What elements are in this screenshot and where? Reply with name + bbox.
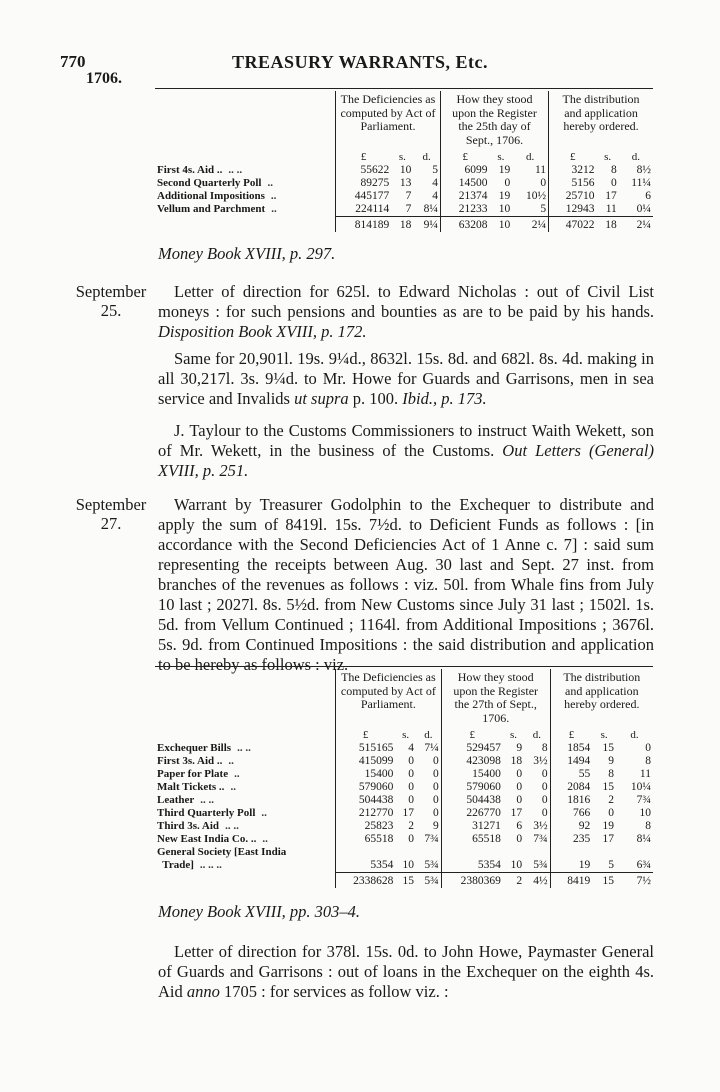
year-marker: 1706. <box>86 70 122 87</box>
deficiency-table-2 <box>155 666 653 888</box>
unit-pounds: £ <box>441 729 503 742</box>
pence-cell: 8 <box>645 755 651 767</box>
row-label-text: Exchequer Bills <box>157 742 232 754</box>
total-cell: 47022 <box>549 217 597 233</box>
row-label-text: First 3s. Aid .. <box>157 755 223 767</box>
row-label-text: New East India Co. .. <box>157 833 257 845</box>
pounds-cell: 235 <box>550 833 592 846</box>
total-row <box>155 873 653 889</box>
entry-text: Same for 20,901l. 19s. 9¼d., 8632l. 15s. 8d. and 682l. 8s. 4d. making in all 30,217l. 3s. 9¼d. to Mr. Howe for Guards and Garrisons, men in sea service and Invalids <box>158 349 654 408</box>
pence-cell: 11¼ <box>631 177 651 189</box>
total-cell: 8419 <box>550 873 592 889</box>
table1-reference: Money Book XVIII, p. 297. <box>158 244 336 263</box>
pounds-cell: 1816 <box>550 794 592 807</box>
unit-shillings: s. <box>398 151 406 163</box>
pence-cell: 0 <box>433 794 439 806</box>
pounds-cell: 1494 <box>550 755 592 768</box>
pounds-cell: 14500 <box>440 177 489 190</box>
shillings-cell: 13 <box>399 177 412 189</box>
row-label <box>155 859 336 873</box>
pence-cell: 0 <box>645 742 651 754</box>
unit-shillings: s. <box>600 729 608 741</box>
total-cell: 4½ <box>524 873 550 889</box>
shillings-cell: 9 <box>608 755 614 767</box>
shillings-cell: 19 <box>498 190 511 202</box>
pence-cell: 8¼ <box>636 833 651 845</box>
table-row <box>155 190 653 203</box>
entry-godolphin-warrant <box>158 495 654 675</box>
table-row <box>155 177 653 190</box>
entry-text-italic: ut supra <box>294 389 349 408</box>
row-label-text: Third 3s. Aid <box>157 820 220 832</box>
pounds-cell: 21233 <box>440 203 489 217</box>
row-label <box>155 833 336 846</box>
pence-cell: 10¼ <box>630 781 651 793</box>
unit-pence: d. <box>422 151 431 163</box>
row-label-text: Paper for Plate <box>157 768 229 780</box>
row-label-text: Malt Tickets .. <box>157 781 225 793</box>
row-label-text: Leather <box>157 794 195 806</box>
total-cell: 2¼ <box>619 217 653 233</box>
pence-cell: 8½ <box>636 164 651 176</box>
pounds-cell: 21374 <box>440 190 489 203</box>
pence-cell: 10½ <box>525 190 547 202</box>
table1-col-head-distribution: The distribution and application hereby ordered. <box>549 91 653 151</box>
leader-dots: .. <box>261 807 267 819</box>
entry-reference: Disposition Book XVIII, p. 172. <box>158 322 367 341</box>
unit-pence: d. <box>526 151 535 163</box>
shillings-cell: 18 <box>510 755 523 767</box>
pounds-cell: 5354 <box>441 859 503 873</box>
pounds-cell: 1854 <box>550 742 592 755</box>
row-label <box>155 177 336 190</box>
leader-dots: .. <box>230 781 236 793</box>
row-label <box>155 190 336 203</box>
row-label <box>155 820 336 833</box>
total-cell: 814189 <box>336 217 392 233</box>
shillings-cell: 10 <box>399 164 412 176</box>
date-sept-27 <box>66 495 156 533</box>
shillings-cell: 2 <box>608 794 614 806</box>
shillings-cell: 0 <box>516 768 523 780</box>
pence-cell: 4 <box>432 190 438 202</box>
pounds-cell: 31271 <box>441 820 503 833</box>
table-row <box>155 807 653 820</box>
shillings-cell: 17 <box>602 833 614 845</box>
pence-cell: 5¾ <box>424 859 439 871</box>
leader-dots: .. <box>228 755 234 767</box>
shillings-cell: 17 <box>605 190 617 202</box>
leader-dots: .. .. <box>200 794 215 806</box>
pounds-cell: 226770 <box>441 807 503 820</box>
table-row <box>155 833 653 846</box>
shillings-cell: 0 <box>504 177 511 189</box>
total-label-blank <box>155 873 336 889</box>
row-label <box>155 807 336 820</box>
unit-pounds: £ <box>440 151 489 164</box>
table2-col-head-register: How they stood upon the Register the 27th of Sept., 1706. <box>441 669 550 729</box>
table-row <box>155 768 653 781</box>
entry-text: 1705 : for services as follow viz. : <box>224 982 449 1001</box>
pence-cell: 7¼ <box>424 742 439 754</box>
pence-cell: 3½ <box>533 755 548 767</box>
unit-pence: d. <box>631 151 640 163</box>
shillings-cell <box>592 846 616 859</box>
entry-text: Letter of direction for 625l. to Edward Nicholas : out of Civil List moneys : for such pensions and bounties as are to be paid by his hands. <box>158 282 654 321</box>
table-row <box>155 755 653 768</box>
pounds-cell <box>550 846 592 859</box>
table-row <box>155 203 653 217</box>
shillings-cell: 15 <box>602 742 614 754</box>
row-label <box>155 742 336 755</box>
pounds-cell: 579060 <box>441 781 503 794</box>
shillings-cell: 6 <box>516 820 523 832</box>
shillings-cell: 7 <box>405 190 412 202</box>
shillings-cell: 0 <box>408 755 415 767</box>
pence-cell: 5¾ <box>533 859 548 871</box>
pence-cell: 0 <box>433 755 439 767</box>
leader-dots: .. .. <box>225 820 239 832</box>
total-cell: 18 <box>391 217 413 233</box>
shillings-cell: 17 <box>402 807 415 819</box>
leader-dots: .. .. .. <box>199 859 222 871</box>
unit-shillings: s. <box>604 151 612 163</box>
pence-cell <box>524 846 550 859</box>
leader-dots: .. <box>262 833 268 845</box>
leader-dots: .. <box>267 177 273 189</box>
row-label-text: Third Quarterly Poll <box>157 807 256 819</box>
row-label-text: Vellum and Parchment <box>157 203 266 215</box>
pounds-cell: 25823 <box>336 820 396 833</box>
unit-pounds: £ <box>336 151 392 164</box>
pence-cell: 11 <box>639 768 651 780</box>
shillings-cell: 19 <box>498 164 511 176</box>
pounds-cell: 5156 <box>549 177 597 190</box>
total-cell: 9¼ <box>413 217 440 233</box>
pounds-cell: 5354 <box>336 859 396 873</box>
shillings-cell: 11 <box>605 203 617 215</box>
unit-pence: d. <box>424 729 433 741</box>
running-title: TREASURY WARRANTS, Etc. <box>232 52 488 72</box>
pence-cell: 0 <box>433 781 439 793</box>
table1-col-head-computed: The Deficiencies as computed by Act of Parliament. <box>336 91 441 151</box>
pounds-cell: 212770 <box>336 807 396 820</box>
unit-shillings: s. <box>497 151 505 163</box>
shillings-cell: 0 <box>408 781 415 793</box>
pence-cell: 5 <box>432 164 438 176</box>
pounds-cell <box>441 846 503 859</box>
pence-cell: 7¾ <box>424 833 439 845</box>
shillings-cell: 0 <box>516 794 523 806</box>
pence-cell: 7¾ <box>533 833 548 845</box>
shillings-cell: 5 <box>608 859 614 871</box>
date-month: September <box>75 495 147 514</box>
leader-dots: .. .. <box>228 164 243 176</box>
deficiency-table-1 <box>155 88 653 232</box>
shillings-cell: 0 <box>408 794 415 806</box>
total-cell: 2380369 <box>441 873 503 889</box>
pence-cell: 9 <box>433 820 439 832</box>
table2-col-head-computed: The Deficiencies as computed by Act of Parliament. <box>336 669 442 729</box>
shillings-cell: 9 <box>516 742 523 754</box>
pounds-cell: 19 <box>550 859 592 873</box>
pence-cell: 0 <box>433 807 439 819</box>
pounds-cell: 224114 <box>336 203 392 217</box>
entry-reference: Ibid., p. 173. <box>402 389 487 408</box>
total-cell: 63208 <box>440 217 489 233</box>
pounds-cell: 2084 <box>550 781 592 794</box>
leader-dots <box>286 846 298 858</box>
pence-cell: 6 <box>645 190 651 202</box>
shillings-cell: 10 <box>498 203 511 215</box>
pence-cell: 0 <box>541 794 548 806</box>
table2-reference: Money Book XVIII, pp. 303–4. <box>158 902 361 921</box>
shillings-cell: 10 <box>510 859 523 871</box>
pounds-cell: 55 <box>550 768 592 781</box>
pounds-cell: 415099 <box>336 755 396 768</box>
shillings-cell: 2 <box>408 820 415 832</box>
row-label <box>155 203 336 217</box>
pounds-cell: 92 <box>550 820 592 833</box>
pounds-cell: 15400 <box>336 768 396 781</box>
unit-pence: d. <box>532 729 542 741</box>
pence-cell: 5 <box>540 203 547 215</box>
pounds-cell: 3212 <box>549 164 597 177</box>
pounds-cell: 504438 <box>336 794 396 807</box>
pounds-cell: 579060 <box>336 781 396 794</box>
date-sept-25 <box>66 282 156 320</box>
total-cell: 10 <box>489 217 512 233</box>
total-cell: 18 <box>596 217 618 233</box>
row-label <box>155 755 336 768</box>
pence-cell: 0 <box>541 768 548 780</box>
shillings-cell: 10 <box>402 859 415 871</box>
total-cell: 5¾ <box>416 873 441 889</box>
shillings-cell <box>395 846 416 859</box>
row-label-text: Trade] <box>157 859 194 871</box>
total-cell: 2338628 <box>336 873 396 889</box>
pence-cell: 11 <box>534 164 547 176</box>
date-month: September <box>75 282 147 301</box>
pounds-cell <box>336 846 396 859</box>
page-number: 770 <box>60 52 86 71</box>
leader-dots: .. <box>270 190 277 202</box>
shillings-cell: 8 <box>611 164 617 176</box>
table2-col-head-distribution: The distribution and application hereby ordered. <box>550 669 653 729</box>
row-label-text: Second Quarterly Poll <box>157 177 262 189</box>
pence-cell: 8 <box>541 742 548 754</box>
shillings-cell: 0 <box>516 833 523 845</box>
shillings-cell: 4 <box>408 742 415 754</box>
unit-shillings: s. <box>509 729 517 741</box>
entry-text: J. Taylour to the Customs Commissioners to instruct Waith Wekett, son of Mr. Wekett, in the business of the Customs. <box>158 421 654 460</box>
pence-cell: 0 <box>540 177 547 189</box>
pounds-cell: 529457 <box>441 742 503 755</box>
total-cell: 15 <box>592 873 616 889</box>
row-label-text: Additional Impositions <box>157 190 265 202</box>
pounds-cell: 25710 <box>549 190 597 203</box>
entry-text: p. 100. <box>352 389 399 408</box>
entry-text: Letter of direction for 378l. 15s. 0d. to John Howe, Paymaster General of Guards and Garrisons : out of loans in the Exchequer on the eighth 4s. Aid <box>158 942 654 1001</box>
shillings-cell: 7 <box>405 203 412 215</box>
pounds-cell: 6099 <box>440 164 489 177</box>
total-cell: 2¼ <box>512 217 548 233</box>
pounds-cell: 12943 <box>549 203 597 217</box>
table-row <box>155 794 653 807</box>
row-label <box>155 781 336 794</box>
total-cell: 7½ <box>616 873 653 889</box>
pounds-cell: 423098 <box>441 755 503 768</box>
pence-cell: 4 <box>432 177 438 189</box>
pounds-cell: 65518 <box>441 833 503 846</box>
pence-cell: 8 <box>645 820 651 832</box>
table-row <box>155 859 653 873</box>
shillings-cell: 19 <box>602 820 614 832</box>
unit-pounds: £ <box>336 729 396 742</box>
total-cell: 15 <box>395 873 416 889</box>
table-row <box>155 742 653 755</box>
pence-cell: 0 <box>433 768 439 780</box>
pounds-cell: 65518 <box>336 833 396 846</box>
pence-cell: 10 <box>639 807 651 819</box>
total-cell: 2 <box>503 873 524 889</box>
table-row <box>155 781 653 794</box>
pounds-cell: 89275 <box>336 177 392 190</box>
pence-cell: 3½ <box>533 820 548 832</box>
entry-john-howe-loans <box>158 942 654 1002</box>
entry-edward-nicholas <box>158 282 654 342</box>
pence-cell <box>416 846 441 859</box>
pence-cell: 0 <box>541 781 548 793</box>
unit-pounds: £ <box>550 729 592 742</box>
table-row <box>155 820 653 833</box>
leader-dots: .. <box>271 203 277 215</box>
pence-cell: 6¾ <box>636 859 651 871</box>
date-day: 27. <box>100 514 122 533</box>
pence-cell: 0 <box>541 807 548 819</box>
shillings-cell: 0 <box>408 768 415 780</box>
entry-customs-commissioners <box>158 421 654 481</box>
pence-cell: 7¾ <box>636 794 651 806</box>
unit-shillings: s. <box>402 729 410 741</box>
row-label <box>155 846 336 859</box>
shillings-cell: 17 <box>510 807 523 819</box>
total-label-blank <box>155 217 336 233</box>
shillings-cell: 15 <box>602 781 614 793</box>
pounds-cell: 504438 <box>441 794 503 807</box>
entry-howe-guards <box>158 349 654 409</box>
pence-cell <box>616 846 653 859</box>
row-label <box>155 794 336 807</box>
leader-dots: .. <box>234 768 240 780</box>
pounds-cell: 445177 <box>336 190 392 203</box>
row-label <box>155 164 336 177</box>
pounds-cell: 55622 <box>336 164 392 177</box>
shillings-cell: 0 <box>516 781 523 793</box>
entry-reference: Out Letters (General) XVIII, p. 251. <box>158 441 655 480</box>
table-row <box>155 846 653 859</box>
total-row <box>155 217 653 233</box>
row-label-text: General Society [East India <box>157 846 287 858</box>
shillings-cell: 0 <box>608 807 614 819</box>
table-row <box>155 164 653 177</box>
table1-col-head-register: How they stood upon the Register the 25th day of Sept., 1706. <box>440 91 548 151</box>
pounds-cell: 515165 <box>336 742 396 755</box>
row-label-text: First 4s. Aid .. <box>157 164 223 176</box>
entry-text: Warrant by Treasurer Godolphin to the Exchequer to distribute and apply the sum of 8419l. 15s. 7½d. to Deficient Funds as follows : [in accordance with the Second Deficiencies Act of 1 Anne c. 7] : said sum representing the receipts between Aug. 30 last and Sept. 27 inst. from branches of the revenues as follows : viz. 50l. from Whale fins from July 10 last ; 2027l. 8s. 5½d. from New Customs since July 31 last ; 1502l. 1s. 5d. from Vellum Continued ; 1164l. from Additional Impositions ; 3676l. 5s. 9d. from Continued Impositions : the said distribution and application to be hereby as follows : viz. <box>158 495 654 674</box>
leader-dots: .. .. <box>237 742 251 754</box>
unit-pence: d. <box>630 729 639 741</box>
pence-cell: 8¼ <box>423 203 438 215</box>
unit-pounds: £ <box>549 151 597 164</box>
shillings-cell: 8 <box>608 768 614 780</box>
shillings-cell <box>503 846 524 859</box>
pounds-cell: 766 <box>550 807 592 820</box>
date-day: 25. <box>100 301 122 320</box>
shillings-cell: 0 <box>408 833 415 845</box>
shillings-cell: 0 <box>611 177 617 189</box>
entry-text-italic: anno <box>186 982 220 1001</box>
pence-cell: 0¼ <box>636 203 651 215</box>
row-label <box>155 768 336 781</box>
pounds-cell: 15400 <box>441 768 503 781</box>
